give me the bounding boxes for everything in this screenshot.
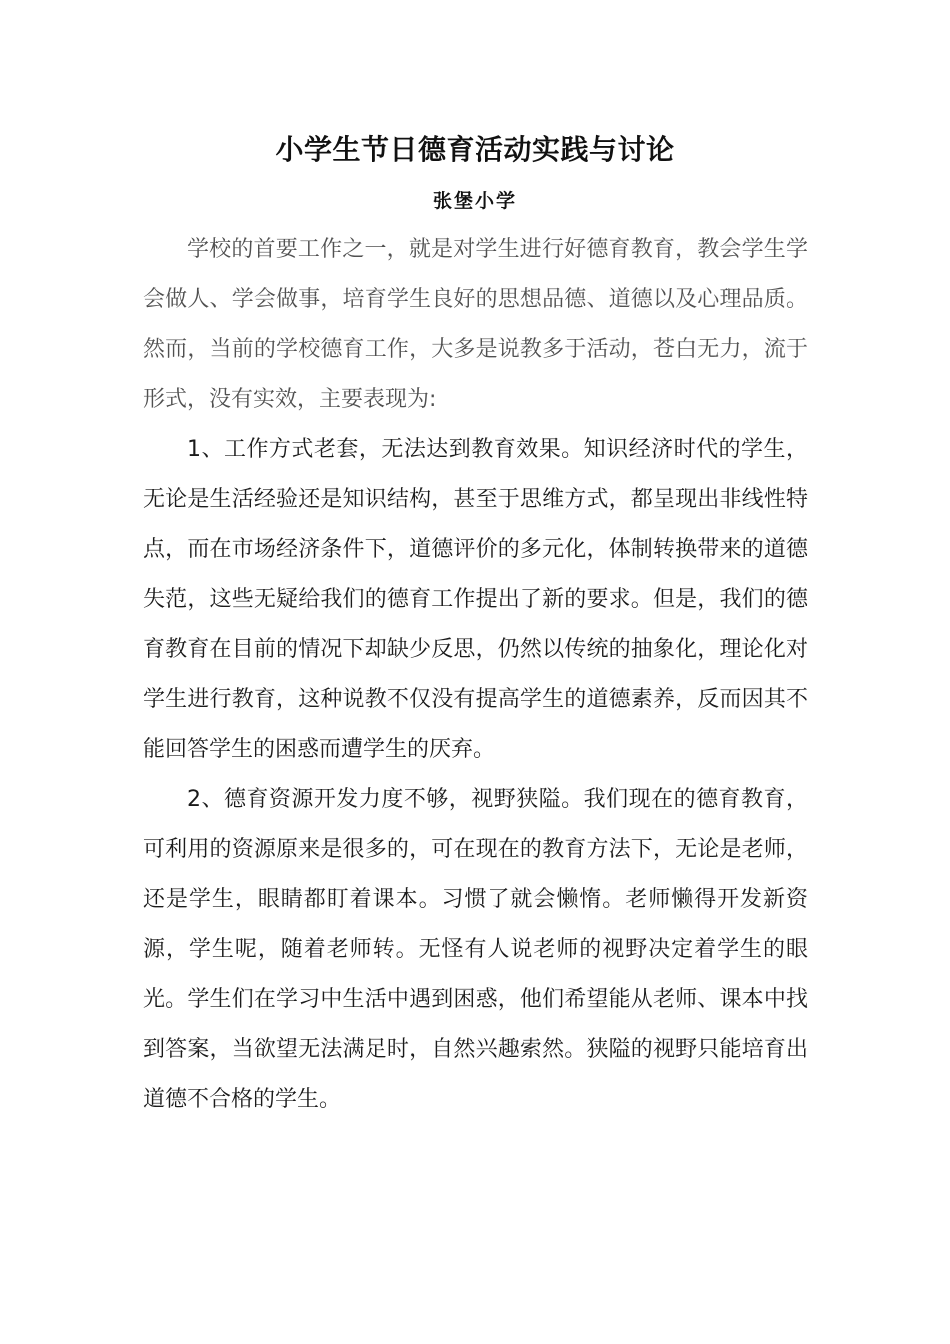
point-2-paragraph: 2、德育资源开发力度不够，视野狭隘。我们现在的德育教育，可利用的资源原来是很多的，可在现在的教育方法下，无论是老师，还是学生，眼睛都盯着课本。习惯了就会懒惰。老师懒得开发新资源，学生呢，随着老师转。无怪有人说老师的视野决定着学生的眼光。学生们在学习中生活中遇到困惑，他们希望能从老师、课本中找到答案，当欲望无法满足时，自然兴趣索然。狭隘的视野只能培育出道德不合格的学生。	[143, 787, 808, 1112]
intro-paragraph: 学校的首要工作之一，就是对学生进行好德育教育，教会学生学会做人、学会做事，培育学生良好的思想品德、道德以及心理品质。然而，当前的学校德育工作，大多是说教多于活动，苍白无力，流于形式，没有实效，主要表现为:	[143, 237, 808, 412]
document-body	[143, 225, 808, 1125]
document-author: 张堡小学	[432, 190, 517, 212]
document-title: 小学生节日德育活动实践与讨论	[275, 133, 675, 166]
point-1-paragraph: 1、工作方式老套，无法达到教育效果。知识经济时代的学生，无论是生活经验还是知识结构，甚至于思维方式，都呈现出非线性特点，而在市场经济条件下，道德评价的多元化，体制转换带来的道德失范，这些无疑给我们的德育工作提出了新的要求。但是，我们的德育教育在目前的情况下却缺少反思，仍然以传统的抽象化，理论化对学生进行教育，这种说教不仅没有提高学生的道德素养，反而因其不能回答学生的困惑而遭学生的厌弃。	[143, 437, 808, 762]
